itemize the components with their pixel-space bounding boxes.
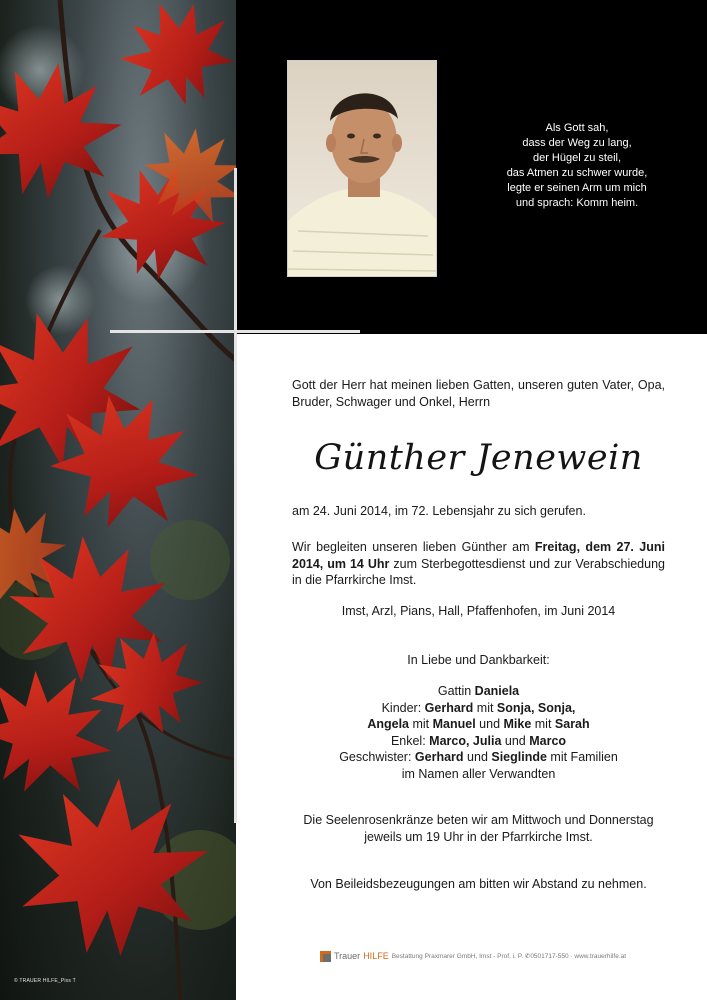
poem-line: das Atmen zu schwer wurde, [506, 167, 648, 179]
maple-leaves-illustration [0, 0, 236, 1000]
photo-credit: © TRAUER HILFE_Pixs T [14, 978, 76, 984]
portrait-photo [287, 60, 437, 277]
poem-line: und sprach: Komm heim. [515, 197, 639, 209]
logo-text: Trauer [334, 951, 361, 961]
cross-horizontal-bar [110, 330, 360, 333]
family-line-children-2: Angela mit Manuel und Mike mit Sarah [367, 717, 590, 731]
family-line-children: Kinder: Gerhard mit Sonja, Sonja, [381, 700, 576, 715]
header-panel [236, 0, 707, 334]
family-line-grandchildren: Enkel: Marco, Julia und Marco [390, 733, 567, 748]
poem-line: der Hügel zu steil, [532, 152, 622, 164]
maple-leaves-photo [0, 0, 236, 1000]
poem-line: dass der Weg zu lang, [522, 137, 632, 149]
footer [320, 949, 700, 963]
death-date-line: am 24. Juni 2014, im 72. Lebensjahr zu sich gerufen. [292, 504, 586, 518]
trauerhilfe-logo-icon [320, 951, 331, 962]
funeral-text: zum Sterbegottesdienst und zur Verabschiedung in die Pfarrkirche Imst. [292, 556, 665, 587]
funeral-text: Wir begleiten unseren lieben Günther am [292, 540, 535, 554]
rosary-paragraph: Die Seelenrosenkränze beten wir am Mittwoch und Donnerstag jeweils um 19 Uhr in der Pfarrkirche Imst. [303, 813, 654, 844]
gratitude-line: In Liebe und Dankbarkeit: [407, 653, 550, 667]
intro-paragraph: Gott der Herr hat meinen lieben Gatten, unseren guten Vater, Opa, Bruder, Schwager und Onkel, Herrn [292, 378, 665, 409]
funeral-date: Freitag, dem 27. Juni 2014, um 14 Uhr [292, 540, 665, 571]
deceased-name: Günther Jenewein [314, 438, 643, 478]
cross-vertical-bar [234, 168, 237, 823]
portrait-illustration [288, 61, 437, 277]
family-list [292, 683, 665, 782]
family-line-spouse: Gattin Daniela [437, 684, 520, 698]
condolence-line: Von Beileidsbezeugungen am bitten wir Abstand zu nehmen. [310, 877, 647, 891]
logo-accent-text: HILFE [363, 951, 389, 961]
family-line-relatives: im Namen aller Verwandten [401, 766, 556, 781]
footer-contact: Bestattung Praxmarer GmbH, Imst - Prof. i. P. ✆0501717-550 · www.trauerhilfe.at [391, 953, 627, 960]
funeral-paragraph [292, 539, 665, 589]
places-date-line: Imst, Arzl, Pians, Hall, Pfaffenhofen, im Juni 2014 [341, 604, 616, 618]
poem [482, 121, 672, 211]
poem-line: Als Gott sah, [545, 122, 609, 134]
poem-line: legte er seinen Arm um mich [507, 182, 647, 194]
family-line-siblings: Geschwister: Gerhard und Sieglinde mit Familien [339, 750, 618, 764]
